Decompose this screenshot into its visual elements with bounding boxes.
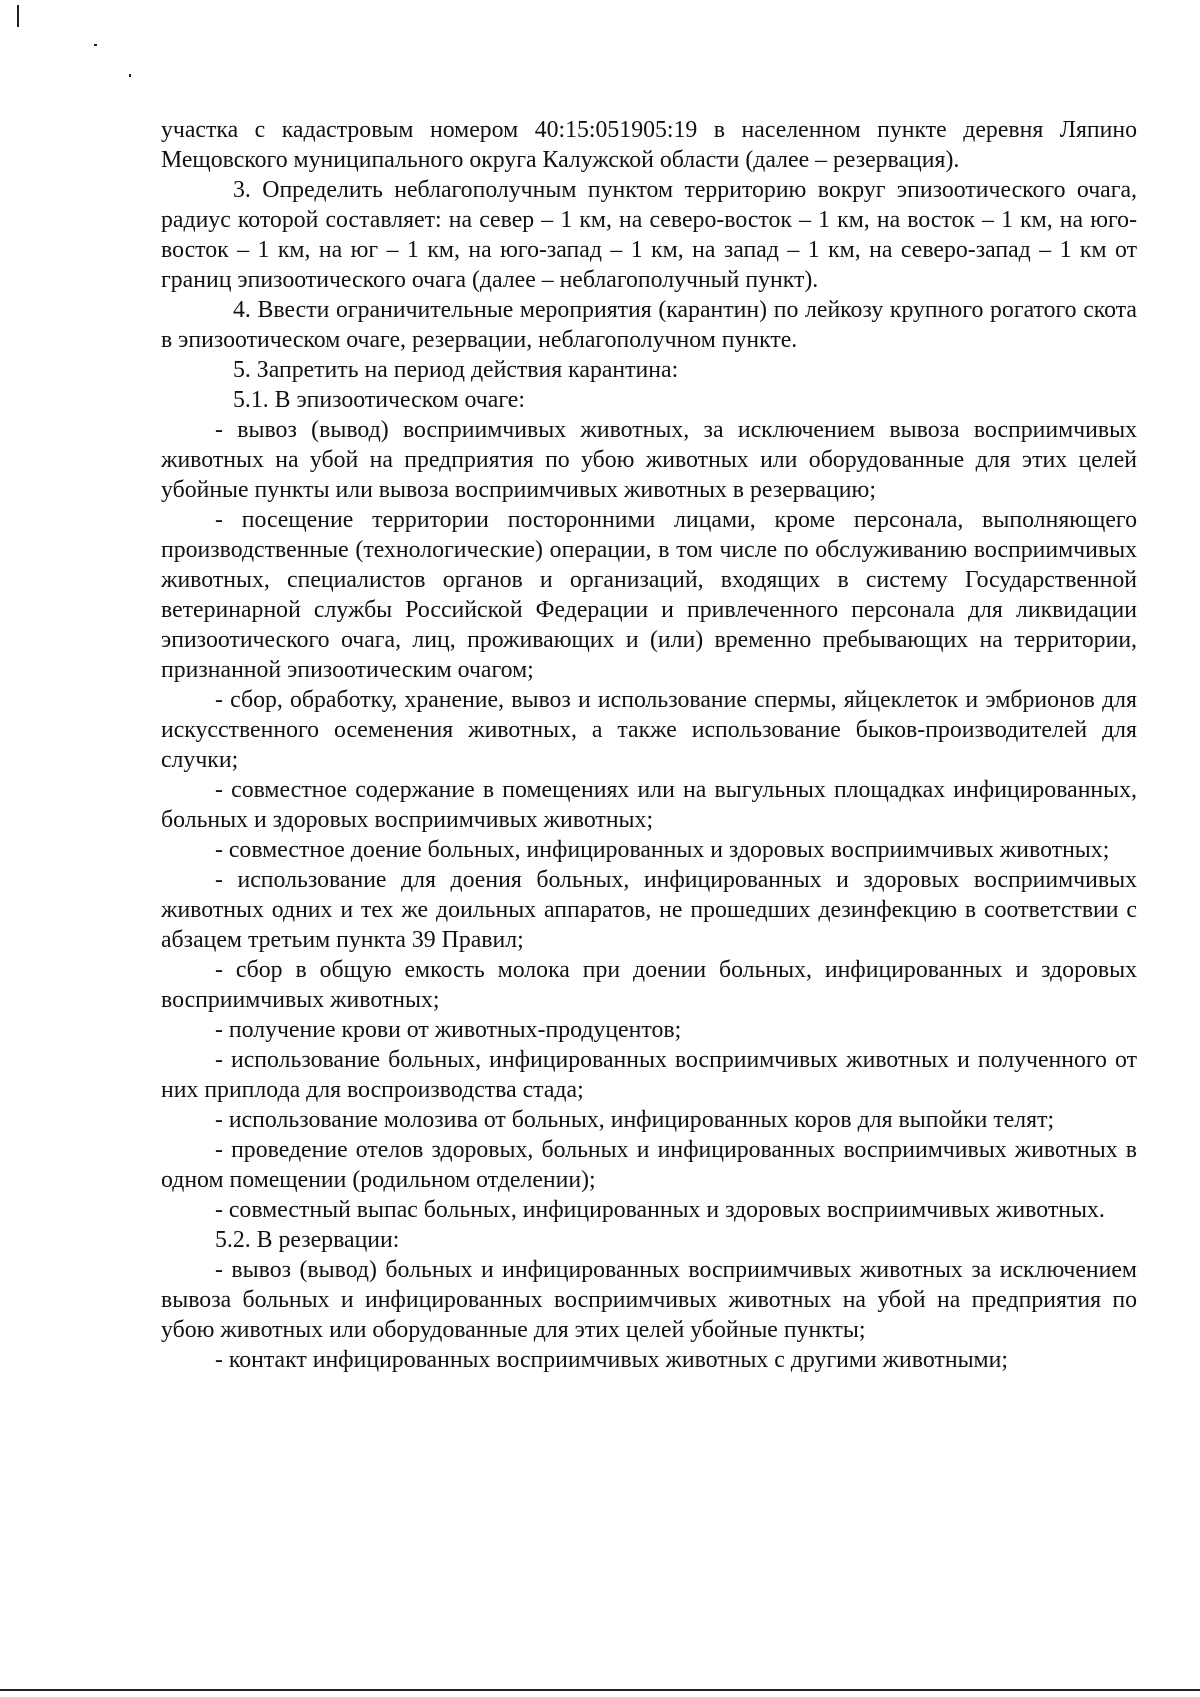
- paragraph-item-5-2: 5.2. В резервации:: [215, 1227, 400, 1253]
- document-body: [161, 115, 1137, 1375]
- list-item: - использование больных, инфицированных восприимчивых животных и полученного от них приплода для воспроизводства стада;: [161, 1047, 1137, 1103]
- paragraph-item-5: 5. Запретить на период действия карантина:: [233, 357, 679, 383]
- list-item: - вывоз (вывод) восприимчивых животных, за исключением вывоза восприимчивых животных на убой на предприятия по убою животных или оборудованные для этих целей убойные пункты или вывоза восприимчивых животных в резервацию;: [161, 417, 1137, 503]
- list-item: - контакт инфицированных восприимчивых животных с другими животными;: [215, 1347, 1008, 1373]
- paragraph-continuation: участка с кадастровым номером 40:15:051905:19 в населенном пункте деревня Ляпино Мещовского муниципального округа Калужской области (далее – резервация).: [161, 117, 1137, 173]
- paragraph-item-5-1: 5.1. В эпизоотическом очаге:: [233, 387, 525, 413]
- list-item: - посещение территории посторонними лицами, кроме персонала, выполняющего производственные (технологические) операции, в том числе по обслуживанию восприимчивых животных, специалистов органов и организаций, входящих в систему Государственной ветеринарной службы Российской Федерации и привлеченного персонала для ликвидации эпизоотического очага, лиц, проживающих и (или) временно пребывающих на территории, признанной эпизоотическим очагом;: [161, 507, 1137, 683]
- list-item: - проведение отелов здоровых, больных и инфицированных восприимчивых животных в одном помещении (родильном отделении);: [161, 1137, 1137, 1193]
- list-item: - вывоз (вывод) больных и инфицированных восприимчивых животных за исключением вывоза больных и инфицированных восприимчивых животных на убой на предприятия по убою животных или оборудованные для этих целей убойные пункты;: [161, 1257, 1137, 1343]
- list-item: - совместный выпас больных, инфицированных и здоровых восприимчивых животных.: [215, 1197, 1105, 1223]
- scan-artifact-dot: [94, 44, 97, 46]
- list-item: - использование для доения больных, инфицированных и здоровых восприимчивых животных одних и тех же доильных аппаратов, не прошедших дезинфекцию в соответствии с абзацем третьим пункта 39 Правил;: [161, 867, 1137, 953]
- scan-artifact-dot: [129, 74, 131, 77]
- scan-artifact-bar: [17, 5, 19, 27]
- list-item: - совместное доение больных, инфицированных и здоровых восприимчивых животных;: [215, 837, 1110, 863]
- list-item: - совместное содержание в помещениях или на выгульных площадках инфицированных, больных и здоровых восприимчивых животных;: [161, 777, 1137, 833]
- paragraph-item-4: 4. Ввести ограничительные мероприятия (карантин) по лейкозу крупного рогатого скота в эпизоотическом очаге, резервации, неблагополучном пункте.: [161, 297, 1137, 353]
- list-item: - получение крови от животных-продуцентов;: [215, 1017, 682, 1043]
- list-item: - сбор, обработку, хранение, вывоз и использование спермы, яйцеклеток и эмбрионов для искусственного осеменения животных, а также использование быков-производителей для случки;: [161, 687, 1137, 773]
- page-bottom-rule: [0, 1689, 1200, 1691]
- list-item: - использование молозива от больных, инфицированных коров для выпойки телят;: [215, 1107, 1055, 1133]
- list-item: - сбор в общую емкость молока при доении больных, инфицированных и здоровых восприимчивых животных;: [161, 957, 1137, 1013]
- paragraph-item-3: 3. Определить неблагополучным пунктом территорию вокруг эпизоотического очага, радиус которой составляет: на север – 1 км, на северо-восток – 1 км, на восток – 1 км, на юго-восток – 1 км, на юг – 1 км, на юго-запад – 1 км, на запад – 1 км, на северо-запад – 1 км от границ эпизоотического очага (далее – неблагополучный пункт).: [161, 177, 1137, 293]
